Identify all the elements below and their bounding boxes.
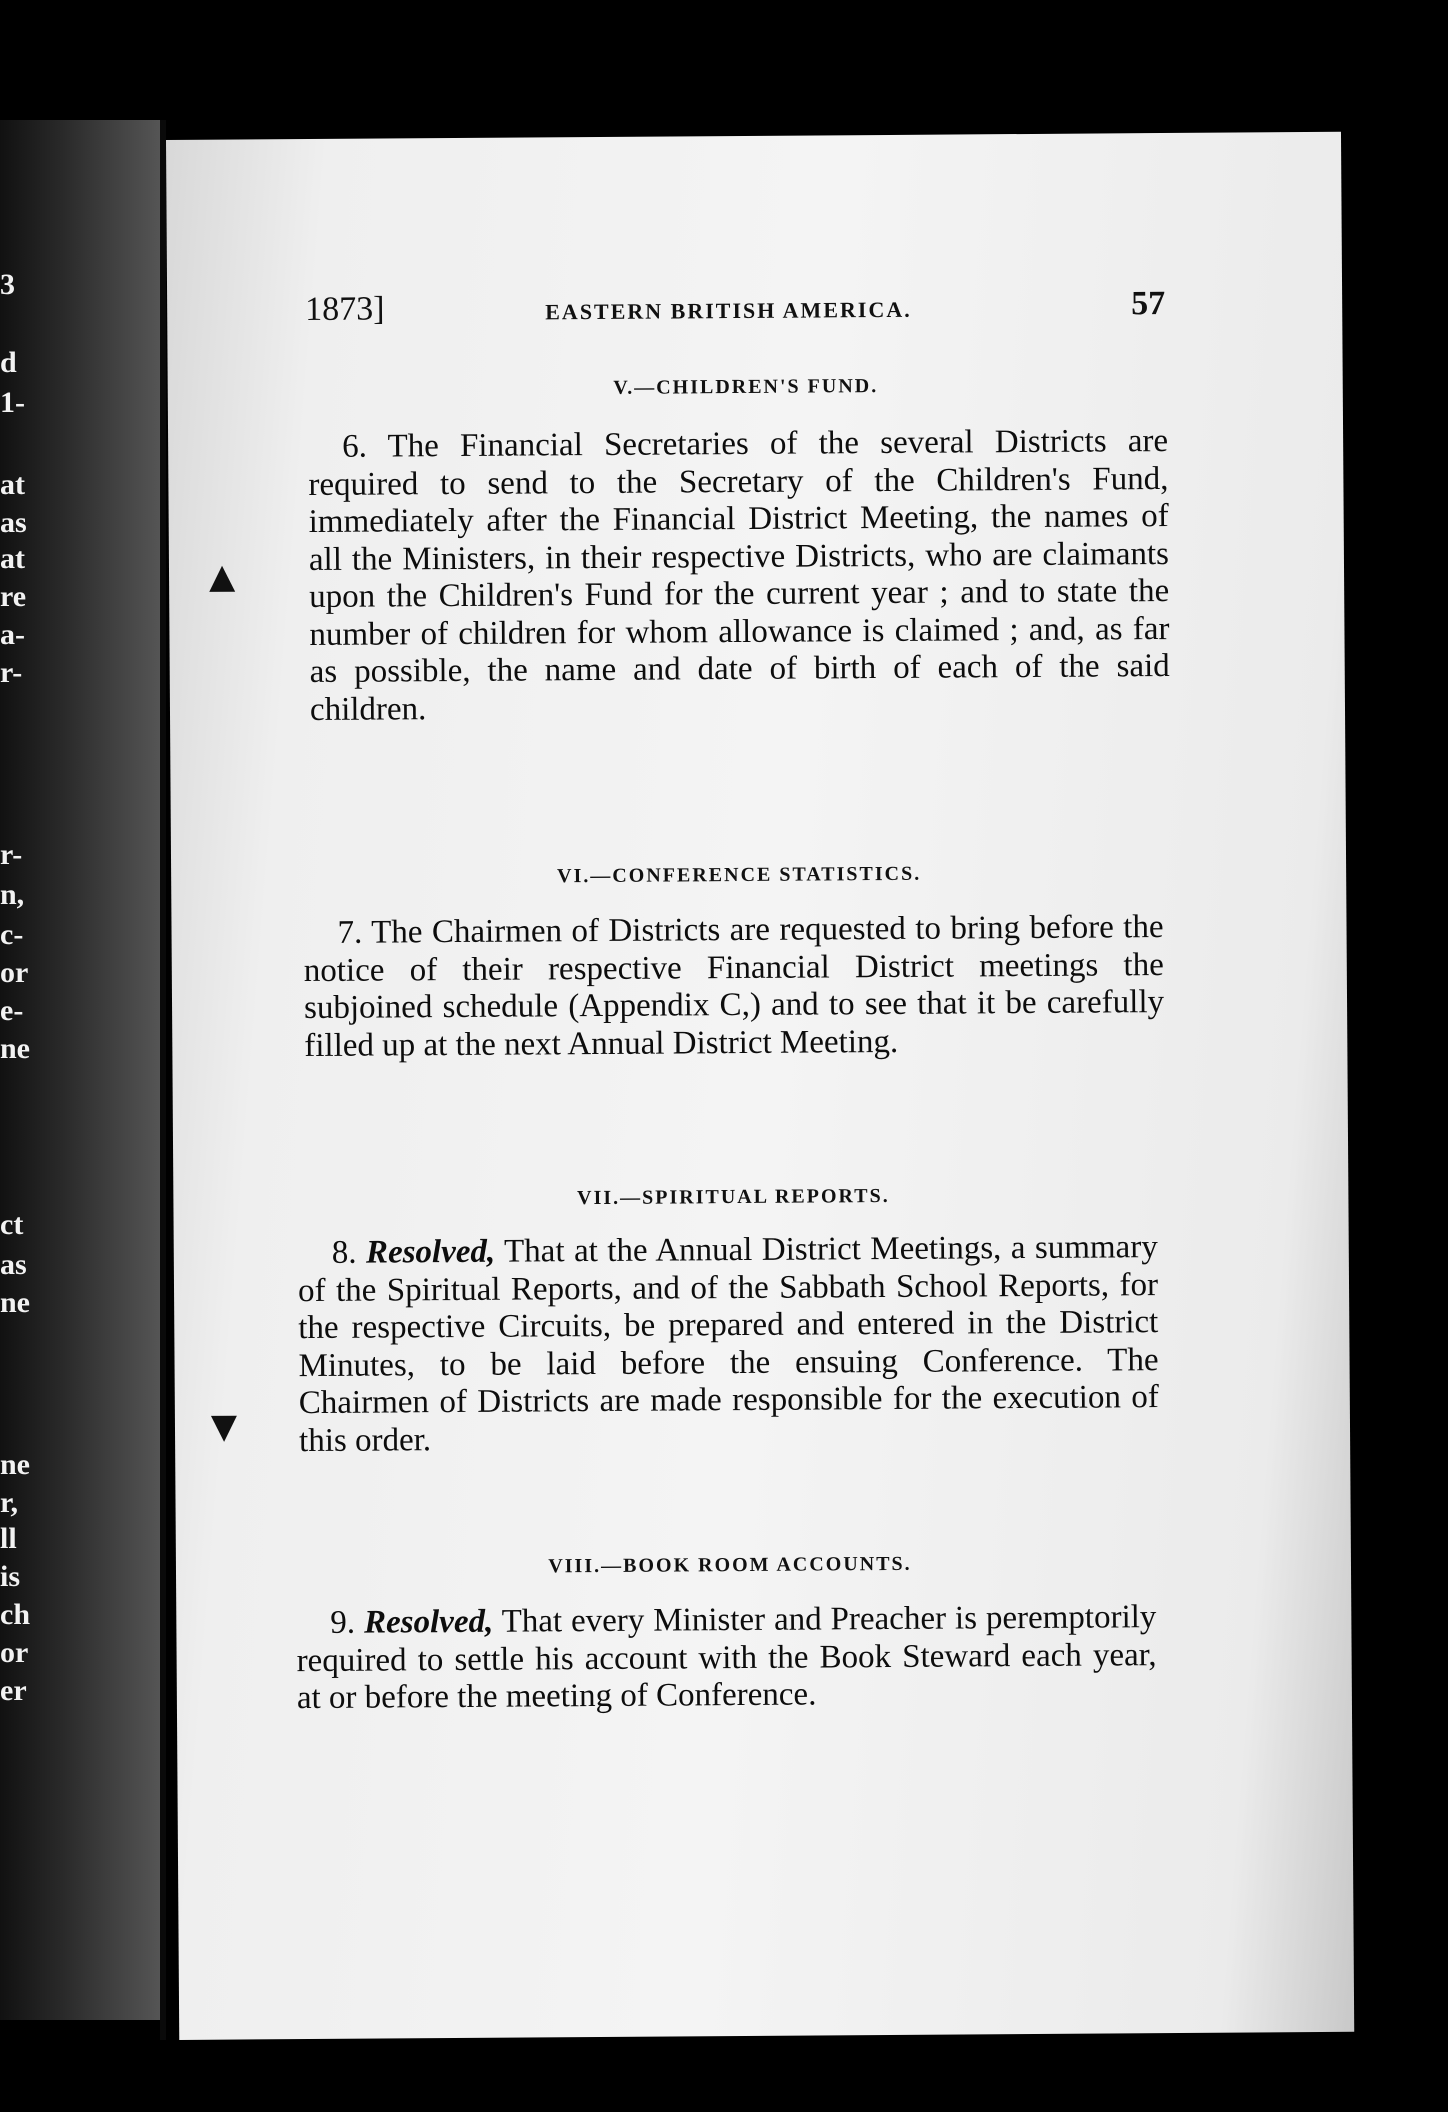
facing-page-fragment: or: [0, 1636, 29, 1669]
facing-page-fragment: or: [0, 956, 29, 989]
margin-mark-arrow: ▼: [210, 1406, 238, 1447]
facing-page-fragment: n,: [0, 878, 25, 911]
paragraph-6: [308, 423, 1170, 729]
facing-page-fragment: r,: [0, 1486, 19, 1519]
facing-page-fragment: 3: [0, 268, 15, 301]
paragraph-number: 8.: [331, 1234, 357, 1271]
book-page: [166, 132, 1354, 2040]
paragraph-number: 9.: [330, 1604, 356, 1641]
paragraph-lead: Resolved,: [365, 1233, 496, 1271]
facing-page-fragment: as: [0, 506, 27, 539]
facing-page-fragment: er: [0, 1674, 27, 1707]
facing-page-fragment: ne: [0, 1286, 30, 1319]
page-number: 57: [1131, 285, 1166, 323]
facing-page-fragment: ch: [0, 1598, 30, 1631]
facing-page-fragment: ct: [0, 1208, 24, 1241]
paragraph-8: [298, 1229, 1160, 1460]
section-heading-book-room-accounts: VIII.—BOOK ROOM ACCOUNTS.: [548, 1552, 912, 1578]
section-heading-conference-statistics: VI.—CONFERENCE STATISTICS.: [557, 862, 922, 888]
facing-page-fragment: r-: [0, 656, 23, 689]
paragraph-text: The Chairmen of Districts are requested to bring before the notice of their respective Financial District meetings the subjoined schedule (Appendix C,) and to see that it be carefully filled up at the next Annual District Meeting.: [303, 909, 1165, 1064]
paragraph-lead: Resolved,: [363, 1603, 494, 1641]
facing-page-fragment: 1-: [0, 386, 25, 419]
facing-page-fragment: as: [0, 1248, 27, 1281]
paragraph-number: 7.: [337, 914, 363, 951]
section-heading-spiritual-reports: VII.—SPIRITUAL REPORTS.: [577, 1184, 890, 1210]
facing-page-fragment: r-: [0, 838, 23, 871]
paragraph-number: 6.: [342, 428, 368, 465]
paragraph-9: [296, 1599, 1157, 1718]
facing-page-fragment: ll: [0, 1522, 17, 1555]
facing-page-fragment: d: [0, 346, 17, 379]
facing-page-fragment: is: [0, 1560, 21, 1593]
page-gutter: [160, 120, 166, 2040]
facing-page-fragment: ne: [0, 1448, 30, 1481]
margin-mark-arrow: ▲: [208, 556, 236, 597]
facing-page-fragment: a-: [0, 618, 25, 651]
facing-page-fragment: re: [0, 580, 27, 613]
paragraph-7: [303, 909, 1164, 1065]
header-title: EASTERN BRITISH AMERICA.: [545, 296, 912, 325]
facing-page-fragment: at: [0, 468, 25, 501]
paragraph-text: The Financial Secretaries of the several Districts are required to send to the Secretary of the Children's Fund, immediately after the Financial District Meeting, the names of all the Ministers, in their respective Districts, who are claimants upon the Children's Fund for the current year ; and to state the number of children for whom allowance is claimed ; and, as far as possible, the name and date of birth of each of the said children.: [308, 423, 1170, 728]
running-header: [305, 285, 1165, 331]
facing-page-fragment: c-: [0, 918, 24, 951]
section-heading-childrens-fund: V.—CHILDREN'S FUND.: [613, 375, 879, 399]
facing-page-fragment: at: [0, 542, 25, 575]
facing-page-fragment: ne: [0, 1032, 30, 1065]
header-year: 1873]: [305, 290, 385, 329]
paragraph-text: That at the Annual District Meetings, a summary of the Spiritual Reports, and of the Sabbath School Reports, for the respective Circuits, be prepared and entered in the District Minutes, to be laid before the ensuing Conference. The Chairmen of Districts are made responsible for the execution of this order.: [297, 1229, 1159, 1459]
facing-page-fragment: e-: [0, 994, 24, 1027]
paragraph-text: That every Minister and Preacher is peremptorily required to settle his account with the Book Steward each year, at or before the meeting of Conference.: [296, 1599, 1157, 1717]
